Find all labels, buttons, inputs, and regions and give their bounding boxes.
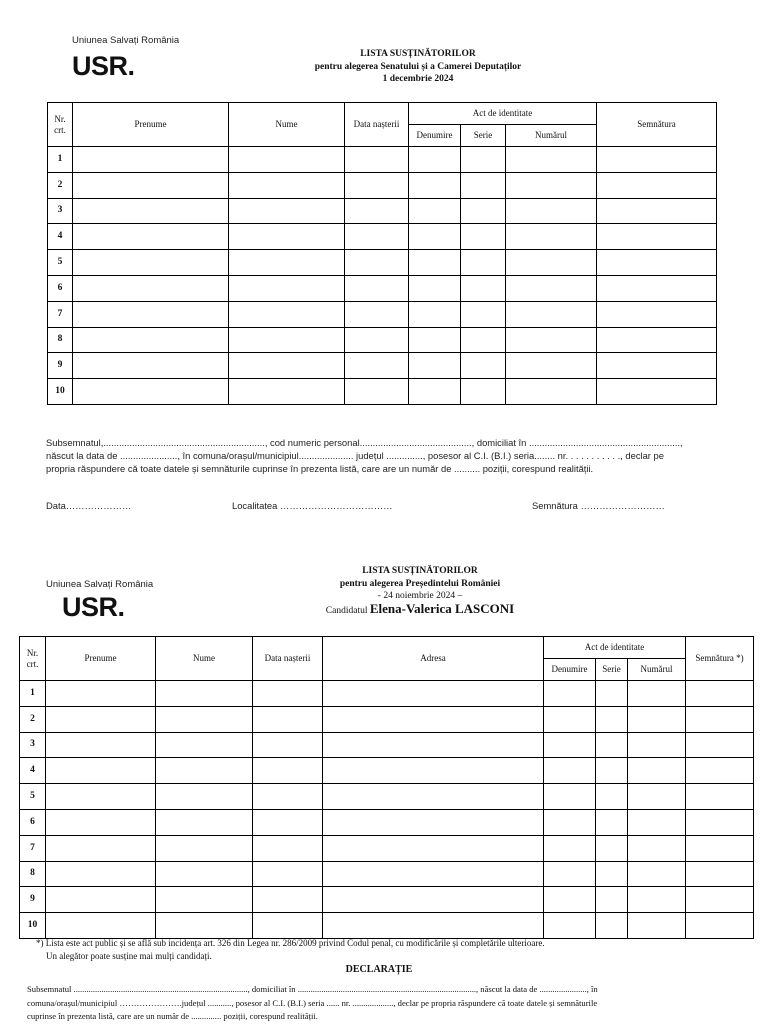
- candidate-name: Elena-Valerica LASCONI: [369, 600, 515, 616]
- table-cell[interactable]: [323, 809, 544, 835]
- row-number: 9: [20, 887, 46, 913]
- table-cell[interactable]: [409, 172, 461, 198]
- table-cell[interactable]: [506, 379, 597, 405]
- table-row: [20, 809, 754, 835]
- table-cell[interactable]: [253, 681, 323, 707]
- table-cell[interactable]: [628, 681, 686, 707]
- table-cell[interactable]: [506, 147, 597, 173]
- usr-logo: USR.: [72, 51, 135, 81]
- col-data-nasterii: Data nașterii: [345, 103, 409, 147]
- col-nr: Nr. crt.: [20, 637, 46, 681]
- row-number: 4: [20, 758, 46, 784]
- col-numarul: Numărul: [506, 125, 597, 147]
- table-cell[interactable]: [323, 913, 544, 939]
- table-cell[interactable]: [46, 732, 156, 758]
- col-numarul: Numărul: [628, 659, 686, 681]
- table-cell[interactable]: [544, 809, 596, 835]
- table-row: [20, 706, 754, 732]
- table-cell[interactable]: [628, 784, 686, 810]
- table-cell[interactable]: [597, 147, 717, 173]
- table-cell[interactable]: [596, 758, 628, 784]
- table-cell[interactable]: [409, 327, 461, 353]
- table-cell[interactable]: [628, 913, 686, 939]
- table-cell[interactable]: [345, 147, 409, 173]
- table-cell[interactable]: [544, 706, 596, 732]
- table-row: [48, 250, 717, 276]
- table-cell[interactable]: [686, 758, 754, 784]
- col-denumire: Denumire: [544, 659, 596, 681]
- table-cell[interactable]: [461, 198, 506, 224]
- table-cell[interactable]: [46, 706, 156, 732]
- table-cell[interactable]: [229, 379, 345, 405]
- table-cell[interactable]: [596, 887, 628, 913]
- table-cell[interactable]: [73, 353, 229, 379]
- list1-sign-locality: Localitatea ………………………………: [232, 500, 393, 511]
- col-serie: Serie: [461, 125, 506, 147]
- table-cell[interactable]: [544, 913, 596, 939]
- list1-rows: [48, 147, 717, 405]
- col-nr: Nr. crt.: [48, 103, 73, 147]
- col-nume: Nume: [229, 103, 345, 147]
- table-cell[interactable]: [628, 861, 686, 887]
- table-cell[interactable]: [73, 275, 229, 301]
- table-cell[interactable]: [506, 301, 597, 327]
- col-act-identitate: Act de identitate: [544, 637, 686, 659]
- table-cell[interactable]: [686, 732, 754, 758]
- table-cell[interactable]: [461, 275, 506, 301]
- table-cell[interactable]: [73, 379, 229, 405]
- list1-heading: [248, 48, 588, 86]
- list2-heading: [250, 565, 590, 617]
- table-cell[interactable]: [323, 758, 544, 784]
- col-denumire: Denumire: [409, 125, 461, 147]
- table-cell[interactable]: [506, 250, 597, 276]
- list2-table: [19, 636, 754, 939]
- table-cell[interactable]: [229, 147, 345, 173]
- table-cell[interactable]: [628, 706, 686, 732]
- table-cell[interactable]: [409, 250, 461, 276]
- row-number: 1: [20, 681, 46, 707]
- table-cell[interactable]: [253, 887, 323, 913]
- list1-declaration-line: Subsemnatul,.............................................................., cod numeric personal..........................................., domiciliat în ..........................................................,: [46, 437, 683, 448]
- table-cell[interactable]: [253, 706, 323, 732]
- table-cell[interactable]: [409, 198, 461, 224]
- table-row: [20, 887, 754, 913]
- row-number: 2: [48, 172, 73, 198]
- table-cell[interactable]: [229, 224, 345, 250]
- table-cell[interactable]: [253, 758, 323, 784]
- table-cell[interactable]: [46, 758, 156, 784]
- table-cell[interactable]: [461, 147, 506, 173]
- usr-logo: USR.: [62, 592, 125, 622]
- table-cell[interactable]: [596, 732, 628, 758]
- table-cell[interactable]: [461, 250, 506, 276]
- table-cell[interactable]: [506, 172, 597, 198]
- table-cell[interactable]: [686, 784, 754, 810]
- table-row: [48, 198, 717, 224]
- col-prenume: Prenume: [46, 637, 156, 681]
- table-cell[interactable]: [323, 681, 544, 707]
- table-cell[interactable]: [46, 861, 156, 887]
- row-number: 10: [20, 913, 46, 939]
- table-cell[interactable]: [323, 835, 544, 861]
- table-cell[interactable]: [597, 275, 717, 301]
- row-number: 8: [20, 861, 46, 887]
- table-cell[interactable]: [506, 353, 597, 379]
- table-cell[interactable]: [345, 327, 409, 353]
- table-cell[interactable]: [628, 835, 686, 861]
- table-cell[interactable]: [73, 327, 229, 353]
- table-row: [20, 784, 754, 810]
- table-cell[interactable]: [628, 809, 686, 835]
- table-cell[interactable]: [597, 327, 717, 353]
- table-cell[interactable]: [544, 887, 596, 913]
- col-semnatura: Semnătura *): [686, 637, 754, 681]
- table-cell[interactable]: [229, 301, 345, 327]
- table-cell[interactable]: [253, 732, 323, 758]
- table-cell[interactable]: [253, 861, 323, 887]
- table-row: [20, 913, 754, 939]
- table-cell[interactable]: [597, 379, 717, 405]
- table-cell[interactable]: [597, 224, 717, 250]
- table-cell[interactable]: [506, 275, 597, 301]
- table-cell[interactable]: [596, 809, 628, 835]
- declaration-title: DECLARAȚIE: [345, 964, 413, 975]
- table-row: [20, 835, 754, 861]
- table-cell[interactable]: [461, 327, 506, 353]
- table-row: [48, 353, 717, 379]
- list2-candidate: [250, 600, 590, 618]
- table-cell[interactable]: [323, 732, 544, 758]
- table-cell[interactable]: [156, 758, 253, 784]
- table-row: [48, 224, 717, 250]
- row-number: 8: [48, 327, 73, 353]
- table-cell[interactable]: [409, 275, 461, 301]
- table-cell[interactable]: [686, 887, 754, 913]
- table-cell[interactable]: [409, 353, 461, 379]
- table-cell[interactable]: [628, 758, 686, 784]
- row-number: 4: [48, 224, 73, 250]
- table-cell[interactable]: [46, 809, 156, 835]
- table-cell[interactable]: [409, 224, 461, 250]
- table-cell[interactable]: [596, 835, 628, 861]
- party-name: Uniunea Salvați România: [46, 579, 154, 590]
- table-cell[interactable]: [596, 681, 628, 707]
- footnote-public-act: *) Lista este act public și se află sub incidența art. 326 din Legea nr. 286/2009 privind Codul penal, cu modificările și completările ulterioare.: [36, 938, 545, 948]
- table-cell[interactable]: [628, 732, 686, 758]
- table-cell[interactable]: [345, 301, 409, 327]
- list1-sign-date: Data…………………: [46, 500, 132, 511]
- table-cell[interactable]: [345, 172, 409, 198]
- table-cell[interactable]: [345, 198, 409, 224]
- table-row: [20, 861, 754, 887]
- table-cell[interactable]: [46, 835, 156, 861]
- table-cell[interactable]: [253, 835, 323, 861]
- table-cell[interactable]: [544, 681, 596, 707]
- table-cell[interactable]: [597, 198, 717, 224]
- table-cell[interactable]: [229, 327, 345, 353]
- table-cell[interactable]: [597, 250, 717, 276]
- list1-declaration-line: născut la data de ......................, în comuna/orașul/municipiul..................... județul .............., posesor al C.I. (B.I.) seria........ nr. . . . . . . . . . ., declar pe: [46, 450, 664, 461]
- table-cell[interactable]: [506, 224, 597, 250]
- list2-subtitle: pentru alegerea Președintelui României: [339, 578, 501, 589]
- table-cell[interactable]: [73, 198, 229, 224]
- table-cell[interactable]: [323, 706, 544, 732]
- col-nume: Nume: [156, 637, 253, 681]
- table-cell[interactable]: [253, 784, 323, 810]
- table-cell[interactable]: [345, 353, 409, 379]
- row-number: 7: [20, 835, 46, 861]
- list2-declaration-line: comuna/orașul/municipiul ………………….județul ..........., posesor al C.I. (B.I.) seria ...... nr. ..................., declar pe propria răspundere că toate datele și semnăturile: [27, 997, 598, 1008]
- table-cell[interactable]: [323, 784, 544, 810]
- table-cell[interactable]: [156, 835, 253, 861]
- table-cell[interactable]: [156, 732, 253, 758]
- list2-title: LISTA SUSȚINĂTORILOR: [362, 566, 478, 576]
- col-prenume: Prenume: [73, 103, 229, 147]
- table-cell[interactable]: [229, 172, 345, 198]
- row-number: 5: [20, 784, 46, 810]
- table-cell[interactable]: [686, 835, 754, 861]
- table-cell[interactable]: [596, 913, 628, 939]
- table-cell[interactable]: [73, 147, 229, 173]
- table-cell[interactable]: [156, 681, 253, 707]
- table-row: [20, 681, 754, 707]
- table-cell[interactable]: [46, 913, 156, 939]
- table-cell[interactable]: [461, 379, 506, 405]
- table-cell[interactable]: [409, 147, 461, 173]
- list2-declaration-line: cuprinse în prezenta listă, care are un număr de .............. poziții, corespund realității.: [27, 1011, 318, 1021]
- table-cell[interactable]: [156, 861, 253, 887]
- table-cell[interactable]: [46, 887, 156, 913]
- table-cell[interactable]: [156, 887, 253, 913]
- table-row: [48, 275, 717, 301]
- table-row: [48, 172, 717, 198]
- table-cell[interactable]: [686, 913, 754, 939]
- table-cell[interactable]: [73, 224, 229, 250]
- party-name: Uniunea Salvați România: [72, 35, 180, 46]
- table-cell[interactable]: [461, 301, 506, 327]
- row-number: 9: [48, 353, 73, 379]
- table-cell[interactable]: [46, 784, 156, 810]
- table-cell[interactable]: [544, 835, 596, 861]
- row-number: 3: [48, 198, 73, 224]
- table-cell[interactable]: [596, 784, 628, 810]
- table-cell[interactable]: [597, 301, 717, 327]
- table-cell[interactable]: [323, 887, 544, 913]
- table-cell[interactable]: [686, 861, 754, 887]
- table-cell[interactable]: [229, 275, 345, 301]
- table-cell[interactable]: [461, 224, 506, 250]
- table-cell[interactable]: [229, 250, 345, 276]
- table-cell[interactable]: [156, 913, 253, 939]
- table-cell[interactable]: [596, 706, 628, 732]
- col-serie: Serie: [596, 659, 628, 681]
- row-number: 10: [48, 379, 73, 405]
- table-cell[interactable]: [156, 784, 253, 810]
- table-cell[interactable]: [544, 758, 596, 784]
- col-adresa: Adresa: [323, 637, 544, 681]
- list1-declaration: [46, 436, 683, 475]
- footnote-multiple-candidates: Un alegător poate susține mai mulți candidați.: [46, 951, 212, 961]
- table-cell[interactable]: [628, 887, 686, 913]
- table-cell[interactable]: [686, 706, 754, 732]
- table-row: [20, 732, 754, 758]
- table-cell[interactable]: [597, 172, 717, 198]
- table-row: [48, 301, 717, 327]
- table-cell[interactable]: [73, 172, 229, 198]
- row-number: 3: [20, 732, 46, 758]
- table-cell[interactable]: [253, 809, 323, 835]
- table-cell[interactable]: [597, 353, 717, 379]
- col-data-nasterii: Data nașterii: [253, 637, 323, 681]
- row-number: 6: [20, 809, 46, 835]
- list1-title: LISTA SUSȚINĂTORILOR: [360, 49, 476, 59]
- table-row: [20, 758, 754, 784]
- table-cell[interactable]: [253, 913, 323, 939]
- row-number: 2: [20, 706, 46, 732]
- table-row: [48, 147, 717, 173]
- list1-declaration-line: propria răspundere că toate datele și semnăturile cuprinse în prezenta listă, care are un număr de .......... poziții, corespund realității.: [46, 463, 594, 474]
- list2-declaration-line: Subsemnatul ................................................................................., domiciliat în ..................................................................................., născut la data de ......................, în: [27, 984, 598, 994]
- table-cell[interactable]: [156, 809, 253, 835]
- list1-sign-signature: Semnătura ………………………: [532, 500, 665, 511]
- table-cell[interactable]: [345, 224, 409, 250]
- table-row: [48, 327, 717, 353]
- col-semnatura: Semnătura: [597, 103, 717, 147]
- table-cell[interactable]: [229, 198, 345, 224]
- row-number: 6: [48, 275, 73, 301]
- list1-table: [47, 102, 717, 405]
- table-row: [48, 379, 717, 405]
- table-cell[interactable]: [461, 172, 506, 198]
- table-cell[interactable]: [686, 809, 754, 835]
- list1-subtitle: pentru alegerea Senatului și a Camerei Deputaților: [314, 61, 522, 72]
- list2-declaration: [27, 983, 598, 1024]
- table-cell[interactable]: [345, 275, 409, 301]
- list2-date: - 24 noiembrie 2024 –: [377, 591, 463, 601]
- candidate-label: Candidatul: [325, 605, 368, 616]
- table-cell[interactable]: [73, 301, 229, 327]
- table-cell[interactable]: [544, 784, 596, 810]
- table-cell[interactable]: [345, 379, 409, 405]
- table-cell[interactable]: [229, 353, 345, 379]
- col-act-identitate: Act de identitate: [409, 103, 597, 125]
- list2-rows: [20, 681, 754, 939]
- table-cell[interactable]: [46, 681, 156, 707]
- table-cell[interactable]: [686, 681, 754, 707]
- table-cell[interactable]: [506, 198, 597, 224]
- table-cell[interactable]: [409, 301, 461, 327]
- table-cell[interactable]: [156, 706, 253, 732]
- table-cell[interactable]: [323, 861, 544, 887]
- row-number: 5: [48, 250, 73, 276]
- table-cell[interactable]: [544, 861, 596, 887]
- list1-date: 1 decembrie 2024: [382, 74, 454, 84]
- table-cell[interactable]: [345, 250, 409, 276]
- table-cell[interactable]: [461, 353, 506, 379]
- table-cell[interactable]: [596, 861, 628, 887]
- table-cell[interactable]: [73, 250, 229, 276]
- table-cell[interactable]: [506, 327, 597, 353]
- table-cell[interactable]: [544, 732, 596, 758]
- row-number: 7: [48, 301, 73, 327]
- table-cell[interactable]: [409, 379, 461, 405]
- row-number: 1: [48, 147, 73, 173]
